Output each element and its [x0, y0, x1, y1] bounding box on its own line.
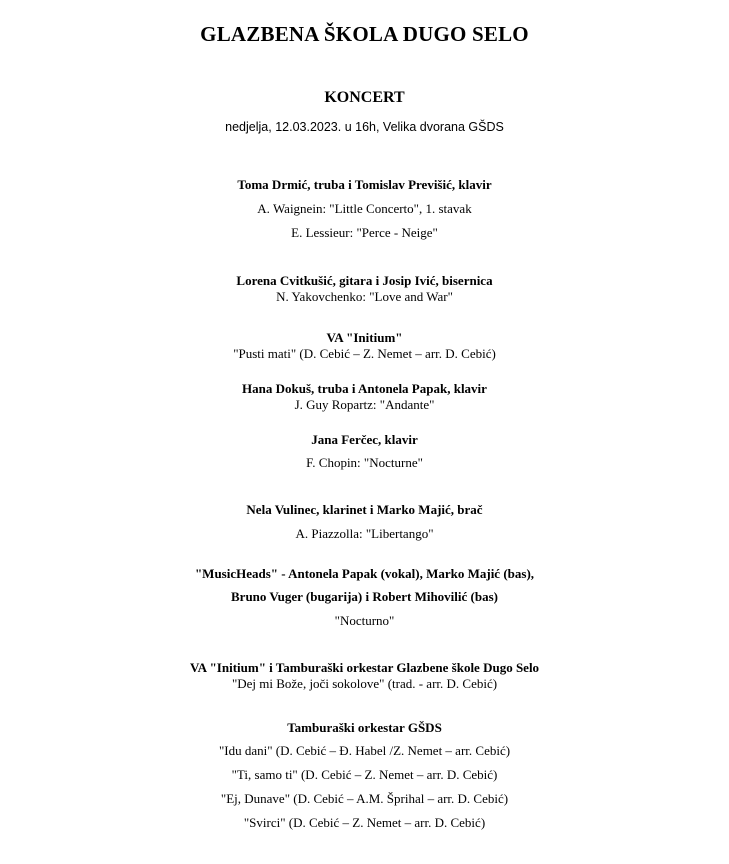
piece-line: "Dej mi Bože, joči sokolove" (trad. - arr. D. Cebić) [231, 676, 498, 691]
event-details: nedjelja, 12.03.2023. u 16h, Velika dvorana GŠDS [225, 120, 504, 134]
piece-line: "Ti, samo ti" (D. Cebić – Z. Nemet – arr. D. Cebić) [231, 767, 498, 782]
piece-line: A. Waignein: "Little Concerto", 1. stavak [257, 201, 472, 216]
performers-line: Hana Dokuš, truba i Antonela Papak, klavir [242, 381, 487, 396]
performers-line: Jana Ferčec, klavir [311, 432, 418, 447]
piece-line: E. Lessieur: "Perce - Neige" [291, 225, 438, 240]
performers-line: Lorena Cvitkušić, gitara i Josip Ivić, bisernica [236, 273, 493, 288]
piece-line: J. Guy Ropartz: "Andante" [294, 397, 435, 412]
piece-line: N. Yakovchenko: "Love and War" [276, 289, 453, 304]
event-title: KONCERT [324, 89, 405, 106]
piece-line: "Pusti mati" (D. Cebić – Z. Nemet – arr. D. Cebić) [233, 346, 496, 361]
piece-line: "Ej, Dunave" (D. Cebić – A.M. Šprihal – arr. D. Cebić) [220, 791, 509, 806]
school-name-heading: GLAZBENA ŠKOLA DUGO SELO [200, 22, 529, 46]
performers-line: Toma Drmić, truba i Tomislav Previšić, klavir [237, 177, 492, 192]
piece-line: "Nocturno" [334, 613, 395, 628]
performers-line: Tamburaški orkestar GŠDS [287, 720, 442, 735]
performers-line: VA "Initium" i Tamburaški orkestar Glazbene škole Dugo Selo [189, 660, 540, 675]
performers-line: VA "Initium" [326, 330, 403, 345]
piece-line: A. Piazzolla: "Libertango" [295, 526, 434, 541]
performers-line-continued: Bruno Vuger (bugarija) i Robert Mihovilić (bas) [231, 589, 498, 604]
performers-line: Nela Vulinec, klarinet i Marko Majić, brač [246, 502, 483, 517]
performers-line: "MusicHeads" - Antonela Papak (vokal), Marko Majić (bas), [194, 566, 535, 581]
piece-line: F. Chopin: "Nocturne" [306, 455, 423, 470]
piece-line: "Svirci" (D. Cebić – Z. Nemet – arr. D. Cebić) [243, 815, 486, 830]
piece-line: "Idu dani" (D. Cebić – Đ. Habel /Z. Nemet – arr. Cebić) [218, 743, 511, 758]
